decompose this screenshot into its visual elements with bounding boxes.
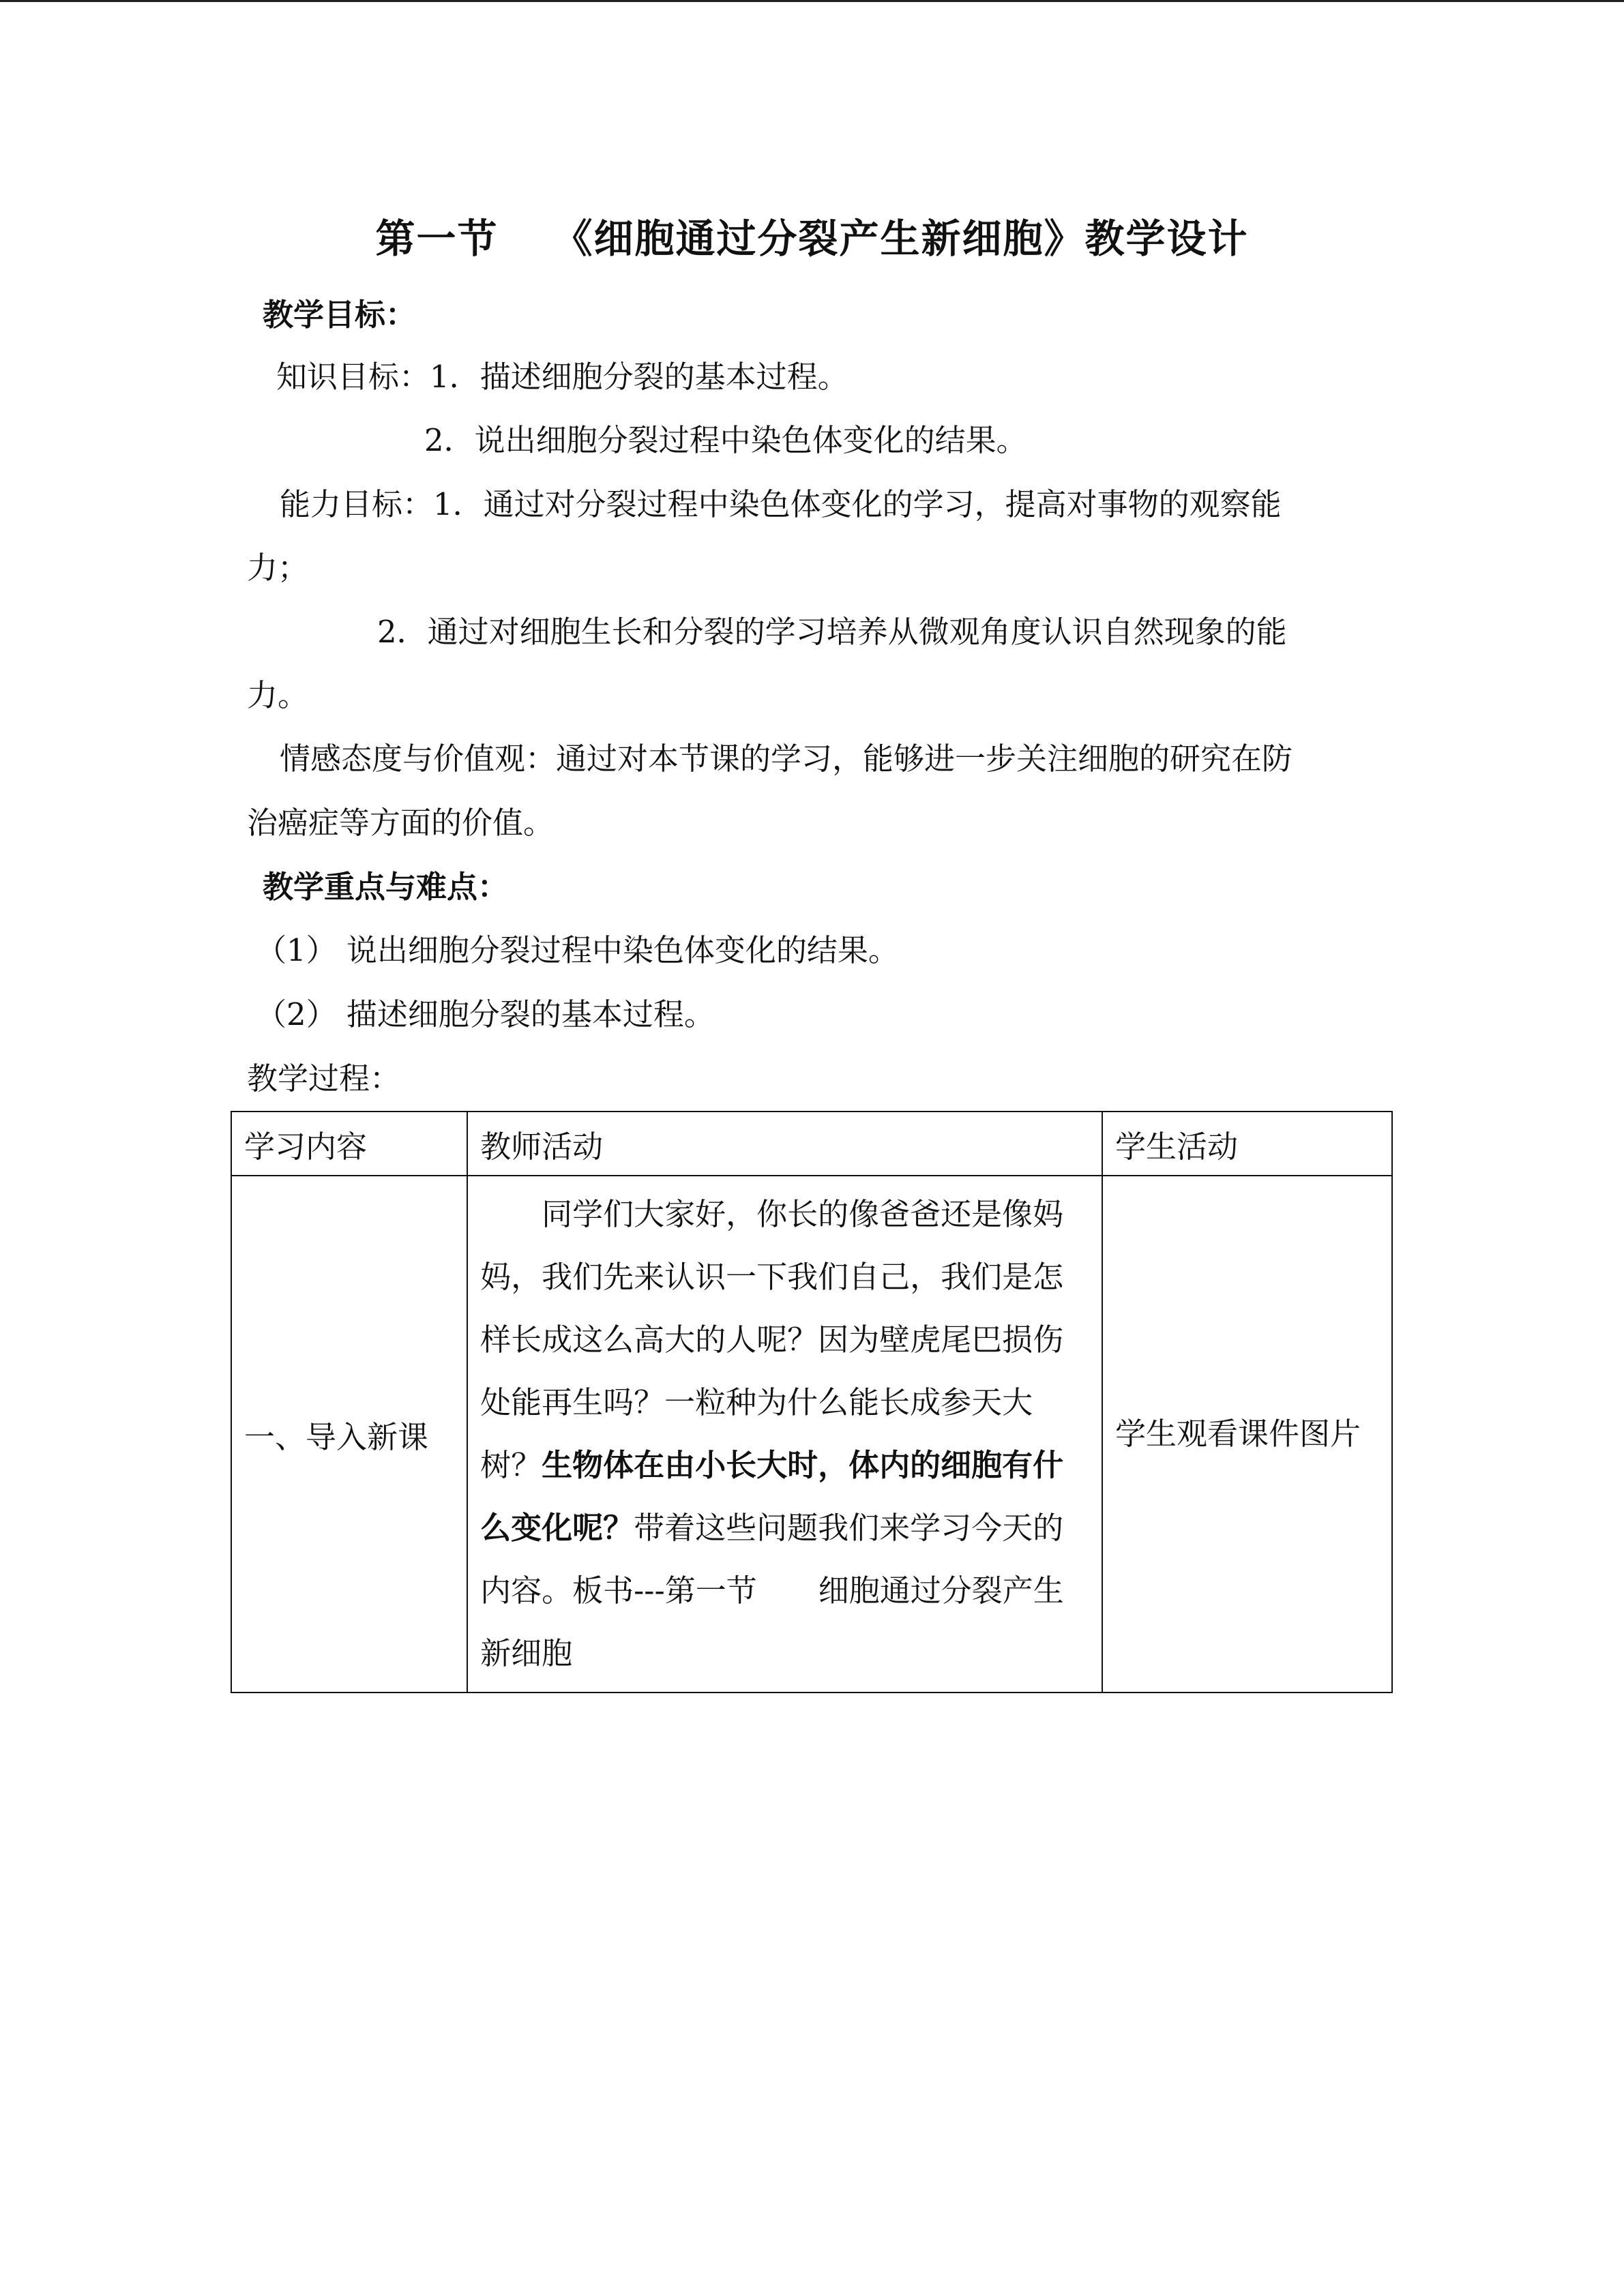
emotion-objective-line-a: 情感态度与价值观：通过对本节课的学习，能够进一步关注细胞的研究在防: [280, 741, 1293, 777]
column-header-teacher: 教师活动: [467, 1112, 1102, 1176]
document-title: [0, 211, 1624, 266]
table-row: [231, 1176, 1392, 1693]
column-header-student: 学生活动: [1102, 1112, 1392, 1176]
key-points-heading: 教学重点与难点：: [263, 869, 509, 905]
column-header-content: 学习内容: [231, 1112, 467, 1176]
ability-objective-1-line-b: 力；: [247, 550, 309, 586]
emotion-objective-line-b: 治癌症等方面的价值。: [247, 805, 555, 841]
objectives-heading: 教学目标：: [263, 297, 417, 333]
ability-objective-1-line-a: 能力目标：1．通过对分裂过程中染色体变化的学习，提高对事物的观察能: [280, 486, 1282, 522]
row-student-cell: 学生观看课件图片: [1102, 1176, 1392, 1693]
title-lesson-name: 《细胞通过分裂产生新细胞》教学设计: [552, 215, 1249, 262]
row-teacher-cell: [467, 1176, 1102, 1693]
row-content-cell: 一、导入新课: [231, 1176, 467, 1693]
page-top-border: [0, 0, 1624, 2]
key-point-1: （1） 说出细胞分裂过程中染色体变化的结果。: [256, 932, 899, 968]
knowledge-objective-1: 知识目标：1．描述细胞分裂的基本过程。: [276, 359, 848, 395]
ability-objective-2-line-a: 2．通过对细胞生长和分裂的学习培养从微观角度认识自然现象的能: [377, 614, 1287, 650]
teacher-text-bold: 生物体在由小长大时，体内的细胞有什么变化呢？: [480, 1447, 1064, 1546]
key-point-2: （2） 描述细胞分裂的基本过程。: [256, 996, 715, 1032]
table-header-row: [231, 1112, 1392, 1176]
teacher-text-part2: 带着这些问题我们来学习今天的内容。板书---第一节 细胞通过分裂产生新细胞: [480, 1510, 1064, 1671]
knowledge-objective-2: 2．说出细胞分裂过程中染色体变化的结果。: [424, 422, 1027, 458]
process-heading: 教学过程：: [247, 1060, 401, 1097]
title-section-number: 第一节: [375, 215, 499, 262]
ability-objective-2-line-b: 力。: [247, 677, 309, 713]
teaching-process-table: [231, 1111, 1393, 1693]
teacher-text-part1: 同学们大家好，你长的像爸爸还是像妈妈，我们先来认识一下我们自己，我们是怎样长成这么高大的人呢？因为壁虎尾巴损伤处能再生吗？一粒种为什么能长成参天大树？: [480, 1196, 1064, 1483]
